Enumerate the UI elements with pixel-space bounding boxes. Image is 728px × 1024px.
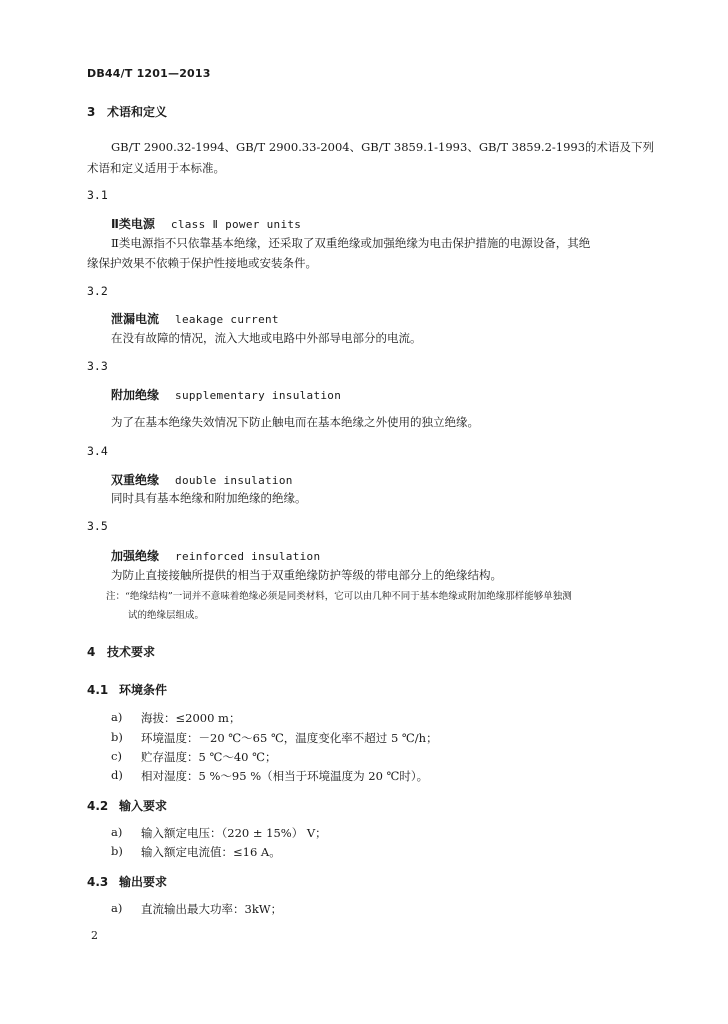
list-item-text: 贮存温度：5 ℃～40 ℃； <box>141 750 277 764</box>
list-item-text: 输入额定电流值：≤16 A。 <box>141 845 281 859</box>
term-3-5 <box>111 547 320 564</box>
term-3-2 <box>111 310 279 327</box>
subsection-4-1-heading <box>87 681 167 698</box>
list-item-text: 直流输出最大功率：3kW； <box>141 902 283 916</box>
list-item-label: b) <box>111 730 123 744</box>
term-3-1-definition-line-1: Ⅱ类电源指不只依靠基本绝缘，还采取了双重绝缘或加强绝缘为电击保护措施的电源设备，其绝 <box>111 236 591 250</box>
list-item-text: 输入额定电压：（220 ± 15%） V； <box>141 826 327 840</box>
subsection-4-2-number: 4.2 <box>87 799 109 813</box>
clause-3-5-number: 3.5 <box>87 519 108 533</box>
list-item-label: a) <box>111 710 123 724</box>
page-number: 2 <box>91 929 98 942</box>
list-item-text: 海拔：≤2000 m； <box>141 711 241 725</box>
subsection-4-1-title: 环境条件 <box>119 683 168 697</box>
term-3-3 <box>111 386 341 403</box>
term-3-1 <box>111 215 301 232</box>
term-3-4-chinese: 双重绝缘 <box>111 473 160 487</box>
list-item-label: d) <box>111 768 123 782</box>
clause-3-4-number: 3.4 <box>87 444 108 458</box>
term-3-5-chinese: 加强绝缘 <box>111 549 160 563</box>
term-3-1-english: class Ⅱ power units <box>170 218 302 231</box>
section-3-intro-line-2: 术语和定义适用于本标准。 <box>87 161 225 175</box>
subsection-4-1-number: 4.1 <box>87 683 109 697</box>
term-3-4-definition: 同时具有基本绝缘和附加绝缘的绝缘。 <box>111 491 307 505</box>
subsection-4-3-title: 输出要求 <box>119 875 168 889</box>
section-4-title: 技术要求 <box>107 645 156 659</box>
section-3-heading <box>87 103 167 120</box>
term-3-5-note-line-1: 注：“绝缘结构”一词并不意味着绝缘必须是同类材料，它可以由几种不同于基本绝缘或附加绝缘那样能够单独测 <box>106 591 572 602</box>
clause-3-2-number: 3.2 <box>87 284 108 298</box>
section-3-number: 3 <box>87 105 96 119</box>
term-3-4-english: double insulation <box>175 474 293 487</box>
list-item-text: 相对湿度：5 %～95 %（相当于环境温度为 20 ℃时）。 <box>141 769 429 783</box>
list-item-text: 环境温度：－20 ℃～65 ℃，温度变化率不超过 5 ℃/h； <box>141 731 438 745</box>
subsection-4-2-heading <box>87 797 167 814</box>
document-code-header: DB44/T 1201—2013 <box>87 67 211 80</box>
term-3-2-chinese: 泄漏电流 <box>111 312 160 326</box>
subsection-4-3-number: 4.3 <box>87 875 109 889</box>
term-3-1-definition-line-2: 缘保护效果不依赖于保护性接地或安装条件。 <box>87 256 317 270</box>
term-3-4 <box>111 471 293 488</box>
term-3-5-definition: 为防止直接接触所提供的相当于双重绝缘防护等级的带电部分上的绝缘结构。 <box>111 568 502 582</box>
term-3-2-english: leakage current <box>175 313 279 326</box>
term-3-3-chinese: 附加绝缘 <box>111 388 160 402</box>
list-item-label: c) <box>111 749 122 763</box>
clause-3-3-number: 3.3 <box>87 359 108 373</box>
section-3-intro-line-1: GB/T 2900.32-1994、GB/T 2900.33-2004、GB/T 3859.1-1993、GB/T 3859.2-1993的术语及下列 <box>111 140 655 154</box>
subsection-4-2-title: 输入要求 <box>119 799 168 813</box>
term-3-3-definition: 为了在基本绝缘失效情况下防止触电而在基本绝缘之外使用的独立绝缘。 <box>111 415 479 429</box>
term-3-3-english: supplementary insulation <box>175 389 342 402</box>
list-item-label: a) <box>111 825 123 839</box>
section-4-heading <box>87 643 155 660</box>
term-3-5-note-line-2: 试的绝缘层组成。 <box>128 610 205 621</box>
section-3-title: 术语和定义 <box>107 105 168 119</box>
term-3-2-definition: 在没有故障的情况，流入大地或电路中外部导电部分的电流。 <box>111 331 422 345</box>
list-item-label: b) <box>111 844 123 858</box>
list-item-label: a) <box>111 901 123 915</box>
term-3-5-english: reinforced insulation <box>175 550 321 563</box>
clause-3-1-number: 3.1 <box>87 188 108 202</box>
subsection-4-3-heading <box>87 873 167 890</box>
section-4-number: 4 <box>87 645 96 659</box>
term-3-1-chinese: Ⅱ类电源 <box>111 217 155 231</box>
